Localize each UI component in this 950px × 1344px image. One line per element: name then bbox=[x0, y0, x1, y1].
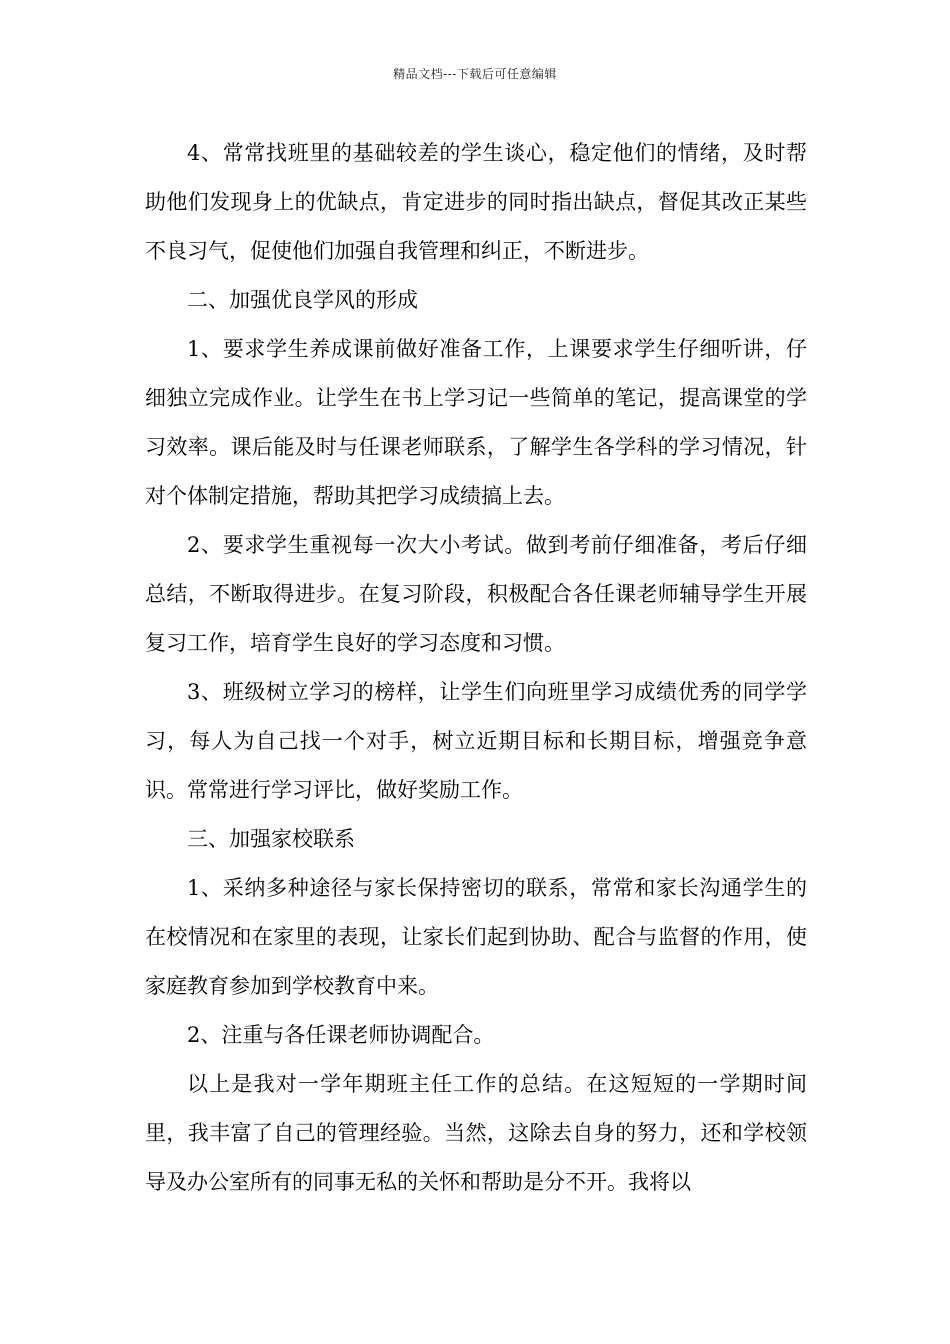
paragraph-home-school-item-2: 2、注重与各任课老师协调配合。 bbox=[187, 1023, 495, 1047]
document-body bbox=[145, 129, 807, 1207]
paragraph-item-4: 4、常常找班里的基础较差的学生谈心，稳定他们的情绪，及时帮助他们发现身上的优缺点，肯定进步的同时指出缺点，督促其改正某些不良习气，促使他们加强自我管理和纠正，不断进步。 bbox=[145, 141, 807, 263]
page-header: 精品文档---下载后可任意编辑 bbox=[393, 67, 557, 81]
paragraph-study-item-1: 1、要求学生养成课前做好准备工作，上课要求学生仔细听讲，仔细独立完成作业。让学生在书上学习记一些简单的笔记，提高课堂的学习效率。课后能及时与任课老师联系，了解学生各学科的学习情况，针对个体制定措施，帮助其把学习成绩搞上去。 bbox=[145, 337, 807, 508]
section-heading-study-style: 二、加强优良学风的形成 bbox=[187, 288, 418, 312]
paragraph-home-school-item-1: 1、采纳多种途径与家长保持密切的联系，常常和家长沟通学生的在校情况和在家里的表现，让家长们起到协助、配合与监督的作用，使家庭教育参加到学校教育中来。 bbox=[145, 876, 807, 998]
section-heading-home-school: 三、加强家校联系 bbox=[187, 827, 355, 851]
paragraph-conclusion: 以上是我对一学年期班主任工作的总结。在这短短的一学期时间里，我丰富了自己的管理经验。当然，这除去自身的努力，还和学校领导及办公室所有的同事无私的关怀和帮助是分不开。我将以 bbox=[145, 1072, 807, 1194]
paragraph-study-item-3: 3、班级树立学习的榜样，让学生们向班里学习成绩优秀的同学学习，每人为自己找一个对手，树立近期目标和长期目标，增强竞争意识。常常进行学习评比，做好奖励工作。 bbox=[145, 680, 807, 802]
paragraph-study-item-2: 2、要求学生重视每一次大小考试。做到考前仔细准备，考后仔细总结，不断取得进步。在复习阶段，积极配合各任课老师辅导学生开展复习工作，培育学生良好的学习态度和习惯。 bbox=[145, 533, 807, 655]
